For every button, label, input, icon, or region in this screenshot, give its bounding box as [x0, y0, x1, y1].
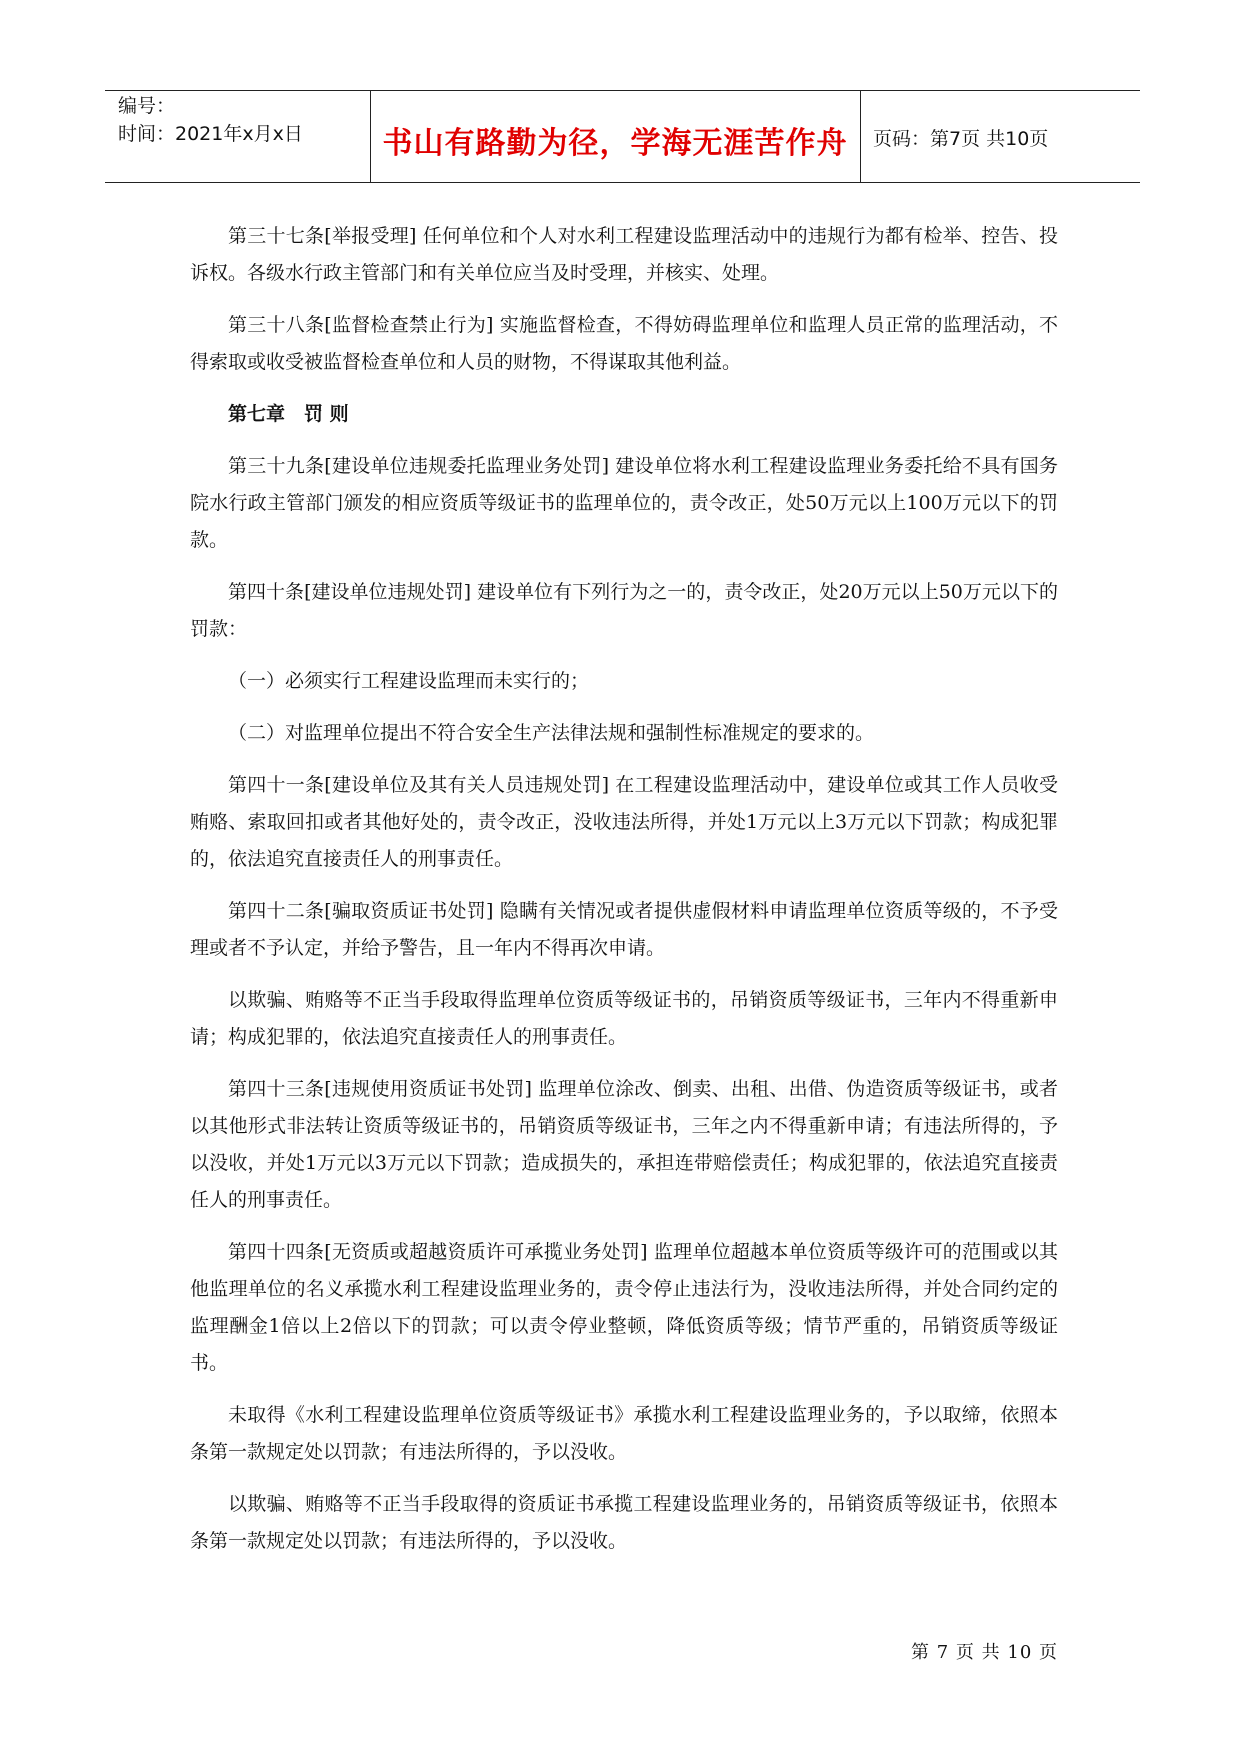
article-38: 第三十八条[监督检查禁止行为] 实施监督检查，不得妨碍监理单位和监理人员正常的监理活动，不得索取或收受被监督检查单位和人员的财物，不得谋取其他利益。: [190, 314, 1058, 373]
article-43: 第四十三条[违规使用资质证书处罚] 监理单位涂改、倒卖、出租、出借、伪造资质等级证书，或者以其他形式非法转让资质等级证书的，吊销资质等级证书，三年之内不得重新申请；有违法所得的，予以没收，并处1万元以3万元以下罚款；造成损失的，承担连带赔偿责任；构成犯罪的，依法追究直接责任人的刑事责任。: [190, 1078, 1058, 1211]
header-divider-right: [860, 90, 861, 183]
header-time-label: 时间：2021年x月x日: [118, 123, 303, 145]
article-37: 第三十七条[举报受理] 任何单位和个人对水利工程建设监理活动中的违规行为都有检举、控告、投诉权。各级水行政主管部门和有关单位应当及时受理，并核实、处理。: [190, 225, 1058, 284]
article-44: 第四十四条[无资质或超越资质许可承揽业务处罚] 监理单位超越本单位资质等级许可的范围或以其他监理单位的名义承揽水利工程建设监理业务的，责令停止违法行为，没收违法所得，并处合同约定的监理酬金1倍以上2倍以下的罚款；可以责令停业整顿，降低资质等级；情节严重的，吊销资质等级证书。: [190, 1241, 1058, 1374]
article-44-clause-2: 未取得《水利工程建设监理单位资质等级证书》承揽水利工程建设监理业务的，予以取缔，依照本条第一款规定处以罚款；有违法所得的，予以没收。: [190, 1404, 1058, 1463]
article-42: 第四十二条[骗取资质证书处罚] 隐瞒有关情况或者提供虚假材料申请监理单位资质等级的，不予受理或者不予认定，并给予警告，且一年内不得再次申请。: [190, 900, 1058, 959]
header-number-label: 编号：: [118, 95, 176, 117]
chapter-heading: 第七章 罚 则: [228, 403, 349, 425]
article-40-item-1: （一）必须实行工程建设监理而未实行的；: [228, 670, 590, 692]
document-body: [190, 218, 1058, 1575]
article-39: 第三十九条[建设单位违规委托监理业务处罚] 建设单位将水利工程建设监理业务委托给不具有国务院水行政主管部门颁发的相应资质等级证书的监理单位的，责令改正，处50万元以上100万元以下的罚款。: [190, 455, 1058, 551]
article-44-clause-3: 以欺骗、贿赂等不正当手段取得的资质证书承揽工程建设监理业务的，吊销资质等级证书，依照本条第一款规定处以罚款；有违法所得的，予以没收。: [190, 1493, 1058, 1552]
article-42-clause-2: 以欺骗、贿赂等不正当手段取得监理单位资质等级证书的，吊销资质等级证书，三年内不得重新申请；构成犯罪的，依法追究直接责任人的刑事责任。: [190, 989, 1058, 1048]
header-page-code: 页码：第7页 共10页: [873, 128, 1049, 150]
article-40-item-2: （二）对监理单位提出不符合安全生产法律法规和强制性标准规定的要求的。: [228, 722, 875, 744]
article-41: 第四十一条[建设单位及其有关人员违规处罚] 在工程建设监理活动中，建设单位或其工作人员收受贿赂、索取回扣或者其他好处的，责令改正，没收违法所得，并处1万元以上3万元以下罚款；构成犯罪的，依法追究直接责任人的刑事责任。: [190, 774, 1058, 870]
header-bottom-rule: [105, 182, 1140, 183]
header-top-rule: [105, 90, 1140, 91]
article-40: 第四十条[建设单位违规处罚] 建设单位有下列行为之一的，责令改正，处20万元以上50万元以下的罚款：: [190, 581, 1058, 640]
page-footer: 第 7 页 共 10 页: [911, 1642, 1058, 1663]
header-meta: [118, 92, 303, 148]
header-slogan: 书山有路勤为径，学海无涯苦作舟: [382, 126, 848, 161]
